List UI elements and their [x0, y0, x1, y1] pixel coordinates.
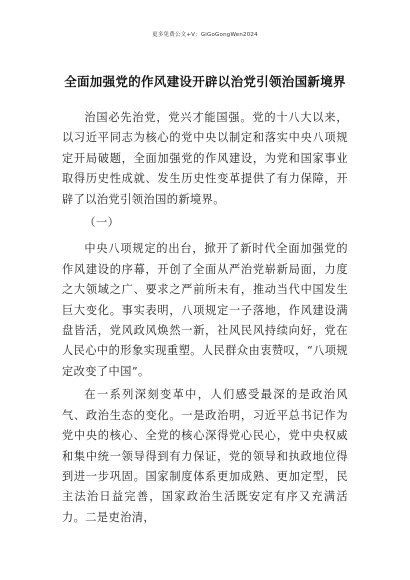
document-title: 全面加强党的作风建设开辟以治党引领治国新境界	[64, 74, 346, 89]
header-note: 更多免费公文+V：GiGoGongWen2024	[152, 32, 258, 38]
paragraph-eight-rules: 中央八项规定的出台，掀开了新时代全面加强党的作风建设的序幕，开创了全面从严治党崭新局面，力度之大领域之广、要求之严前所未有，推动当代中国发生巨大变化。事实表明，八项规定一子落地，作风建设满盘皆活，党风政风焕然一新，社风民风持续向好，党在人民心中的形象实现重塑。人民群众由衷赞叹，“八项规定改变了中国”。	[62, 242, 348, 378]
section-heading: （一）	[84, 216, 120, 230]
document-body	[62, 108, 348, 531]
paragraph-political-ecology: 在一系列深刻变革中，人们感受最深的是政治风气、政治生态的变化。一是政治明，习近平总书记作为党中央的核心、全党的核心深得党心民心，党中央权威和集中统一领导得到有力保证，党的领导和执政地位得到进一步巩固。国家制度体系更加成熟、更加定型，民主法治日益完善，国家政治生活既安定有序又充满活力。二是吏治清，	[62, 388, 348, 524]
paragraph-intro: 治国必先治党，党兴才能国强。党的十八大以来，以习近平同志为核心的党中央以制定和落实中央八项规定开局破题，全面加强党的作风建设，为党和国家事业取得历史性成就、发生历史性变革提供了有力保障，开辟了以治党引领治国的新境界。	[62, 111, 348, 206]
